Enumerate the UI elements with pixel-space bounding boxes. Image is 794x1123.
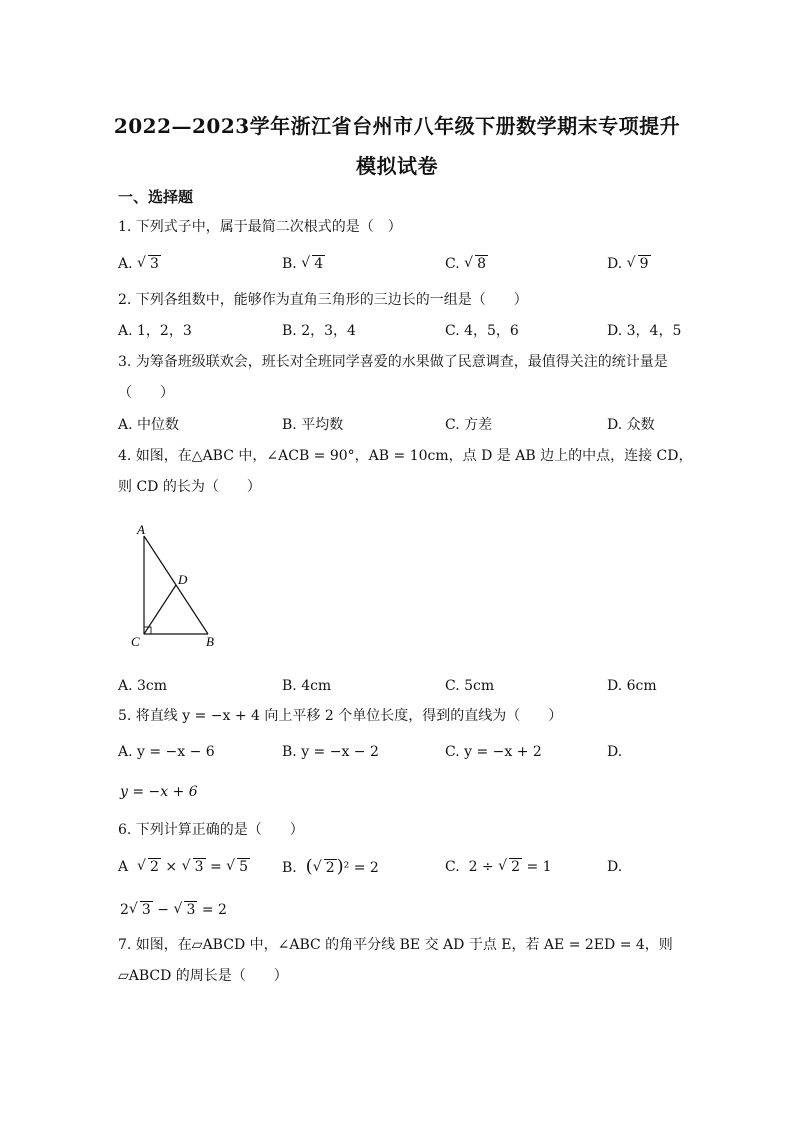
option-label: C. <box>445 859 460 875</box>
q1-option-c <box>445 254 488 274</box>
question-6-stem: 6. 下列计算正确的是（ ） <box>118 822 304 838</box>
question-5-stem: 5. 将直线 y = −x + 4 向上平移 2 个单位长度，得到的直线为（ ） <box>118 708 563 724</box>
document-title-line2: 模拟试卷 <box>356 154 438 178</box>
question-4-stem-line2: 则 CD 的长为（ ） <box>118 479 261 495</box>
sqrt-expression: √ 8 <box>464 255 487 272</box>
equals-sign: = <box>209 859 222 875</box>
document-title-line1: 2022—2023学年浙江省台州市八年级下册数学期末专项提升 <box>113 114 681 138</box>
q6-option-a <box>118 857 250 877</box>
q1-option-a <box>118 254 161 274</box>
point-label-d: D <box>178 572 188 587</box>
section-heading: 一、选择题 <box>118 188 194 206</box>
sqrt-expression: √ 5 <box>226 858 249 875</box>
option-label: A. <box>118 256 133 272</box>
question-1-stem: 1. 下列式子中，属于最简二次根式的是（ ） <box>118 219 402 235</box>
q3-option-d: D. 众数 <box>607 417 655 433</box>
q2-option-b: B. 2，3，4 <box>282 323 356 339</box>
q5-option-d-expression: y = −x + 6 <box>120 784 198 800</box>
d-coefficient: 2 <box>120 902 129 918</box>
vertex-label-c: C <box>131 634 140 649</box>
q6-option-d: D. <box>607 859 623 875</box>
option-label: B. <box>282 256 297 272</box>
q2-option-d: D. 3，4，5 <box>607 323 682 339</box>
question-3-stem-line2: （ ） <box>118 385 174 401</box>
sqrt-expression: √ 4 <box>301 255 324 272</box>
q6-option-b: B. ( √ 2 )² = 2 <box>282 856 379 877</box>
vertex-label-a: A <box>137 522 145 537</box>
q2-option-c: C. 4，5，6 <box>445 323 519 339</box>
times-sign: × <box>165 859 178 875</box>
triangle-figure <box>120 518 230 653</box>
q3-option-b: B. 平均数 <box>282 417 344 433</box>
q4-option-c: C. 5cm <box>445 678 495 694</box>
q2-option-a: A. 1，2，3 <box>118 323 192 339</box>
q1-option-d <box>607 254 651 274</box>
b-tail: ² = 2 <box>343 860 379 876</box>
vertex-label-b: B <box>206 634 214 649</box>
sqrt-expression: √ 9 <box>626 255 649 272</box>
q3-option-c: C. 方差 <box>445 417 493 433</box>
option-label: D. <box>607 256 623 272</box>
sqrt-expression: √ 2 <box>498 858 521 875</box>
sqrt-expression: √ 3 <box>173 901 196 918</box>
c-tail: = 1 <box>526 859 552 875</box>
question-3-stem-line1: 3. 为筹备班级联欢会，班长对全班同学喜爱的水果做了民意调查，最值得关注的统计量是 <box>118 354 668 370</box>
q4-option-b: B. 4cm <box>282 678 332 694</box>
question-7-stem-line2: ▱ABCD 的周长是（ ） <box>118 968 288 984</box>
question-7-stem-line1: 7. 如图，在▱ABCD 中，∠ABC 的角平分线 BE 交 AD 于点 E，若 AE = 2ED = 4，则 <box>118 937 673 953</box>
question-2-stem: 2. 下列各组数中，能够作为直角三角形的三边长的一组是（ ） <box>118 292 528 308</box>
minus-sign: − <box>157 902 170 918</box>
q6-option-d-expression <box>120 900 227 920</box>
option-label: B. <box>282 860 297 876</box>
q3-option-a: A. 中位数 <box>118 417 180 433</box>
q1-option-b <box>282 254 325 274</box>
option-label: C. <box>445 256 460 272</box>
q5-option-b: B. y = −x − 2 <box>282 744 379 760</box>
q4-option-a: A. 3cm <box>118 678 168 694</box>
sqrt-expression: √ 3 <box>137 255 159 272</box>
c-prefix: 2 ÷ <box>468 859 494 875</box>
question-4-stem-line1: 4. 如图，在△ABC 中，∠ACB = 90°，AB = 10cm，点 D 是 AB 边上的中点，连接 CD， <box>118 448 693 464</box>
sqrt-expression: √ 3 <box>181 858 204 875</box>
d-tail: = 2 <box>201 902 227 918</box>
q5-option-c: C. y = −x + 2 <box>445 744 542 760</box>
sqrt-expression: √ 2 <box>312 859 335 876</box>
q6-option-c <box>445 857 552 877</box>
sqrt-expression: √ 3 <box>128 901 151 918</box>
option-label: A <box>118 859 129 875</box>
q4-option-d: D. 6cm <box>607 678 657 694</box>
q5-option-a: A. y = −x − 6 <box>118 744 215 760</box>
q5-option-d: D. <box>607 744 623 760</box>
sqrt-expression: √ 2 <box>137 858 159 875</box>
